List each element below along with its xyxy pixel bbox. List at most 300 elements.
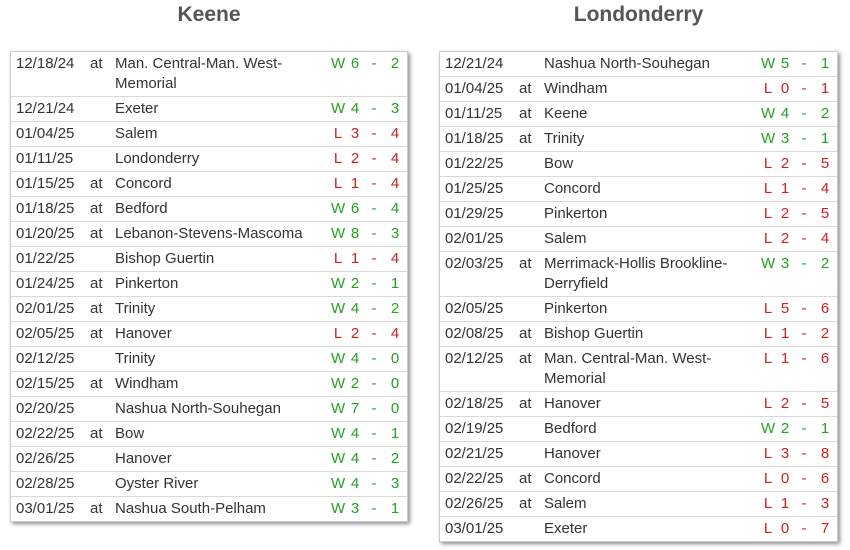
- result-letter: W: [331, 300, 346, 317]
- result-letter: W: [331, 425, 346, 442]
- opponent-name: Man. Central-Man. West-Memorial: [115, 55, 283, 92]
- game-result: [331, 199, 407, 219]
- opponent-name: Windham: [544, 80, 608, 97]
- game-result: [331, 224, 407, 244]
- opponent-score: 1: [390, 425, 400, 442]
- result-letter: W: [331, 350, 346, 367]
- table-row: [440, 102, 837, 127]
- opponent-name: Lebanon-Stevens-Mascoma: [115, 225, 303, 242]
- away-indicator: at: [519, 130, 532, 147]
- table-row: [440, 417, 837, 442]
- result-letter: L: [763, 350, 773, 367]
- game-result: [331, 424, 407, 444]
- game-date: 01/18/25: [16, 200, 75, 217]
- game-result: [761, 494, 837, 514]
- table-row: [440, 442, 837, 467]
- opponent-score: 2: [390, 55, 400, 72]
- table-row: [11, 97, 407, 122]
- opponent-score: 3: [390, 225, 400, 242]
- table-row: [440, 347, 837, 392]
- opponent-name: Trinity: [115, 350, 156, 367]
- away-indicator: at: [519, 105, 532, 122]
- game-date: 02/18/25: [445, 395, 504, 412]
- result-letter: W: [331, 500, 346, 517]
- team-score: 3: [780, 255, 790, 272]
- opponent-name: Bow: [115, 425, 145, 442]
- game-result: [331, 499, 407, 519]
- score-dash: -: [801, 105, 807, 122]
- game-result: [761, 129, 837, 149]
- table-row: [440, 152, 837, 177]
- table-row: [11, 422, 407, 447]
- game-date: 01/04/25: [16, 125, 75, 142]
- game-result: [761, 324, 837, 344]
- opponent-score: 0: [390, 400, 400, 417]
- team-score: 2: [780, 395, 790, 412]
- team-title: Keene: [177, 3, 241, 26]
- score-dash: -: [801, 445, 807, 462]
- game-date: 02/21/25: [445, 445, 504, 462]
- away-indicator: at: [519, 470, 532, 487]
- opponent-score: 3: [820, 495, 830, 512]
- opponent-score: 2: [820, 105, 830, 122]
- game-date: 02/12/25: [16, 350, 75, 367]
- score-dash: -: [371, 250, 377, 267]
- score-dash: -: [801, 300, 807, 317]
- game-result: [331, 149, 407, 169]
- score-dash: -: [371, 300, 377, 317]
- opponent-name: Keene: [544, 105, 588, 122]
- result-letter: L: [763, 445, 773, 462]
- result-letter: W: [761, 130, 776, 147]
- score-dash: -: [371, 150, 377, 167]
- opponent-name: Bedford: [115, 200, 168, 217]
- away-indicator: at: [519, 350, 532, 367]
- team-score: 5: [780, 55, 790, 72]
- team-score: 3: [780, 130, 790, 147]
- game-date: 02/12/25: [445, 350, 504, 367]
- game-date: 02/22/25: [445, 470, 504, 487]
- game-result: [331, 474, 407, 494]
- game-date: 01/22/25: [445, 155, 504, 172]
- game-result: [331, 174, 407, 194]
- team-score: 1: [350, 250, 360, 267]
- opponent-name: Bishop Guertin: [544, 325, 644, 342]
- team-title: Londonderry: [573, 3, 704, 26]
- opponent-score: 4: [390, 250, 400, 267]
- away-indicator: at: [90, 225, 103, 242]
- opponent-score: 4: [390, 325, 400, 342]
- game-date: 02/05/25: [16, 325, 75, 342]
- result-letter: L: [763, 80, 773, 97]
- team-score: 1: [780, 495, 790, 512]
- table-row: [11, 347, 407, 372]
- opponent-score: 2: [390, 450, 400, 467]
- team-score: 5: [780, 300, 790, 317]
- game-date: 01/22/25: [16, 250, 75, 267]
- opponent-score: 5: [820, 205, 830, 222]
- result-letter: L: [333, 150, 343, 167]
- schedule-table: [439, 51, 838, 542]
- result-letter: L: [333, 325, 343, 342]
- opponent-score: 4: [390, 150, 400, 167]
- opponent-score: 4: [390, 200, 400, 217]
- opponent-score: 5: [820, 155, 830, 172]
- team-score: 1: [780, 325, 790, 342]
- score-dash: -: [371, 100, 377, 117]
- game-date: 12/18/24: [16, 55, 75, 72]
- result-letter: L: [333, 250, 343, 267]
- result-letter: L: [763, 180, 773, 197]
- score-dash: -: [801, 325, 807, 342]
- table-row: [440, 322, 837, 347]
- score-dash: -: [371, 450, 377, 467]
- opponent-name: Hanover: [544, 395, 601, 412]
- opponent-name: Pinkerton: [115, 275, 179, 292]
- score-dash: -: [371, 175, 377, 192]
- game-date: 02/03/25: [445, 255, 504, 272]
- game-result: [331, 449, 407, 469]
- table-row: [11, 197, 407, 222]
- score-dash: -: [801, 180, 807, 197]
- table-row: [11, 372, 407, 397]
- opponent-name: Pinkerton: [544, 300, 608, 317]
- table-row: [11, 122, 407, 147]
- opponent-score: 0: [390, 375, 400, 392]
- team-score: 4: [350, 450, 360, 467]
- score-dash: -: [801, 130, 807, 147]
- away-indicator: at: [90, 425, 103, 442]
- game-result: [331, 249, 407, 269]
- opponent-score: 1: [390, 500, 400, 517]
- result-letter: W: [331, 100, 346, 117]
- opponent-name: Merrimack-Hollis Brookline-Derryfield: [544, 255, 728, 292]
- game-date: 01/15/25: [16, 175, 75, 192]
- team-score: 4: [350, 300, 360, 317]
- result-letter: W: [331, 450, 346, 467]
- game-result: [761, 104, 837, 124]
- result-letter: W: [761, 255, 776, 272]
- game-date: 02/26/25: [445, 495, 504, 512]
- away-indicator: at: [90, 375, 103, 392]
- opponent-score: 3: [390, 100, 400, 117]
- game-result: [761, 54, 837, 74]
- away-indicator: at: [90, 300, 103, 317]
- opponent-name: Londonderry: [115, 150, 200, 167]
- game-date: 01/24/25: [16, 275, 75, 292]
- away-indicator: at: [90, 200, 103, 217]
- score-dash: -: [371, 275, 377, 292]
- game-result: [331, 99, 407, 119]
- team-score: 4: [350, 475, 360, 492]
- result-letter: L: [763, 300, 773, 317]
- game-date: 03/01/25: [16, 500, 75, 517]
- game-result: [761, 394, 837, 414]
- opponent-name: Oyster River: [115, 475, 199, 492]
- game-date: 02/01/25: [16, 300, 75, 317]
- result-letter: L: [763, 495, 773, 512]
- game-result: [761, 204, 837, 224]
- opponent-score: 2: [390, 300, 400, 317]
- game-result: [761, 229, 837, 249]
- opponent-score: 4: [820, 180, 830, 197]
- game-date: 02/28/25: [16, 475, 75, 492]
- opponent-name: Bishop Guertin: [115, 250, 215, 267]
- score-dash: -: [801, 495, 807, 512]
- game-date: 01/18/25: [445, 130, 504, 147]
- game-date: 01/11/25: [16, 150, 74, 167]
- team-score: 1: [780, 350, 790, 367]
- opponent-name: Hanover: [544, 445, 601, 462]
- table-row: [440, 202, 837, 227]
- away-indicator: at: [90, 325, 103, 342]
- away-indicator: at: [90, 175, 103, 192]
- game-result: [761, 444, 837, 464]
- game-date: 02/01/25: [445, 230, 504, 247]
- opponent-name: Hanover: [115, 325, 172, 342]
- opponent-score: 0: [390, 350, 400, 367]
- opponent-name: Hanover: [115, 450, 172, 467]
- score-dash: -: [801, 205, 807, 222]
- score-dash: -: [371, 200, 377, 217]
- score-dash: -: [801, 470, 807, 487]
- away-indicator: at: [90, 500, 103, 517]
- game-result: [331, 124, 407, 144]
- team-schedule-londonderry: [439, 0, 838, 537]
- game-date: 01/29/25: [445, 205, 504, 222]
- opponent-score: 2: [820, 255, 830, 272]
- team-score: 8: [350, 225, 360, 242]
- game-result: [331, 274, 407, 294]
- game-date: 12/21/24: [16, 100, 75, 117]
- game-date: 02/19/25: [445, 420, 504, 437]
- score-dash: -: [371, 55, 377, 72]
- game-result: [761, 79, 837, 99]
- table-row: [11, 52, 407, 97]
- opponent-score: 1: [820, 130, 830, 147]
- score-dash: -: [371, 125, 377, 142]
- team-score: 3: [780, 445, 790, 462]
- result-letter: W: [331, 475, 346, 492]
- team-score: 0: [780, 520, 790, 537]
- opponent-score: 1: [820, 80, 830, 97]
- opponent-name: Nashua North-Souhegan: [115, 400, 281, 417]
- table-row: [440, 52, 837, 77]
- team-score: 2: [350, 375, 360, 392]
- result-letter: W: [761, 420, 776, 437]
- team-score: 2: [780, 230, 790, 247]
- result-letter: L: [333, 175, 343, 192]
- table-row: [11, 147, 407, 172]
- team-score: 3: [350, 500, 360, 517]
- table-row: [440, 252, 837, 297]
- game-result: [761, 349, 837, 369]
- opponent-score: 6: [820, 300, 830, 317]
- game-result: [761, 179, 837, 199]
- opponent-name: Bow: [544, 155, 574, 172]
- team-score: 4: [350, 425, 360, 442]
- result-letter: W: [331, 400, 346, 417]
- game-date: 02/26/25: [16, 450, 75, 467]
- result-letter: W: [761, 105, 776, 122]
- game-date: 01/25/25: [445, 180, 504, 197]
- game-result: [761, 154, 837, 174]
- game-date: 01/20/25: [16, 225, 75, 242]
- team-score: 7: [350, 400, 360, 417]
- table-row: [440, 517, 837, 541]
- score-dash: -: [371, 425, 377, 442]
- opponent-name: Salem: [544, 495, 587, 512]
- table-row: [11, 322, 407, 347]
- opponent-score: 7: [820, 520, 830, 537]
- game-result: [761, 469, 837, 489]
- score-dash: -: [801, 230, 807, 247]
- team-score: 2: [780, 420, 790, 437]
- result-letter: L: [333, 125, 343, 142]
- team-score: 2: [780, 155, 790, 172]
- game-date: 02/08/25: [445, 325, 504, 342]
- game-result: [761, 519, 837, 539]
- game-date: 03/01/25: [445, 520, 504, 537]
- opponent-name: Concord: [544, 180, 601, 197]
- game-result: [761, 254, 837, 274]
- opponent-name: Bedford: [544, 420, 597, 437]
- game-result: [331, 349, 407, 369]
- opponent-score: 4: [820, 230, 830, 247]
- table-row: [11, 497, 407, 521]
- game-date: 02/15/25: [16, 375, 75, 392]
- opponent-name: Trinity: [115, 300, 156, 317]
- team-score: 3: [350, 125, 360, 142]
- team-score: 6: [350, 200, 360, 217]
- team-score: 1: [350, 175, 360, 192]
- table-row: [11, 172, 407, 197]
- result-letter: W: [331, 55, 346, 72]
- opponent-score: 8: [820, 445, 830, 462]
- opponent-score: 6: [820, 350, 830, 367]
- opponent-name: Salem: [115, 125, 158, 142]
- result-letter: L: [763, 325, 773, 342]
- result-letter: L: [763, 230, 773, 247]
- score-dash: -: [801, 255, 807, 272]
- table-row: [11, 272, 407, 297]
- result-letter: W: [761, 55, 776, 72]
- table-row: [440, 227, 837, 252]
- result-letter: W: [331, 200, 346, 217]
- table-row: [11, 397, 407, 422]
- game-date: 02/05/25: [445, 300, 504, 317]
- game-result: [331, 54, 407, 74]
- game-result: [761, 299, 837, 319]
- opponent-score: 1: [820, 420, 830, 437]
- opponent-name: Exeter: [115, 100, 159, 117]
- opponent-score: 1: [820, 55, 830, 72]
- score-dash: -: [371, 375, 377, 392]
- score-dash: -: [801, 350, 807, 367]
- table-row: [440, 392, 837, 417]
- score-dash: -: [801, 520, 807, 537]
- away-indicator: at: [519, 495, 532, 512]
- team-score: 4: [780, 105, 790, 122]
- result-letter: L: [763, 205, 773, 222]
- opponent-score: 3: [390, 475, 400, 492]
- game-result: [331, 374, 407, 394]
- game-date: 01/11/25: [445, 105, 503, 122]
- table-row: [440, 177, 837, 202]
- table-row: [440, 467, 837, 492]
- score-dash: -: [371, 500, 377, 517]
- opponent-score: 6: [820, 470, 830, 487]
- score-dash: -: [371, 475, 377, 492]
- opponent-score: 5: [820, 395, 830, 412]
- away-indicator: at: [519, 325, 532, 342]
- opponent-score: 2: [820, 325, 830, 342]
- team-score: 2: [780, 205, 790, 222]
- opponent-name: Salem: [544, 230, 587, 247]
- away-indicator: at: [519, 255, 532, 272]
- game-date: 02/20/25: [16, 400, 75, 417]
- table-row: [11, 297, 407, 322]
- team-score: 6: [350, 55, 360, 72]
- score-dash: -: [801, 55, 807, 72]
- opponent-name: Man. Central-Man. West-Memorial: [544, 350, 712, 387]
- opponent-score: 4: [390, 175, 400, 192]
- score-dash: -: [801, 395, 807, 412]
- away-indicator: at: [90, 55, 103, 72]
- team-score: 2: [350, 150, 360, 167]
- opponent-name: Exeter: [544, 520, 588, 537]
- result-letter: L: [763, 470, 773, 487]
- table-row: [440, 297, 837, 322]
- team-schedule-keene: [10, 0, 408, 517]
- team-score: 1: [780, 180, 790, 197]
- team-score: 2: [350, 275, 360, 292]
- result-letter: L: [763, 395, 773, 412]
- score-dash: -: [801, 420, 807, 437]
- table-row: [11, 222, 407, 247]
- opponent-name: Trinity: [544, 130, 585, 147]
- score-dash: -: [801, 80, 807, 97]
- score-dash: -: [371, 400, 377, 417]
- game-result: [331, 324, 407, 344]
- opponent-score: 4: [390, 125, 400, 142]
- team-score: 4: [350, 100, 360, 117]
- opponent-name: Nashua North-Souhegan: [544, 55, 710, 72]
- score-dash: -: [371, 325, 377, 342]
- game-result: [331, 299, 407, 319]
- game-date: 01/04/25: [445, 80, 504, 97]
- game-date: 02/22/25: [16, 425, 75, 442]
- score-dash: -: [371, 225, 377, 242]
- result-letter: L: [763, 155, 773, 172]
- away-indicator: at: [519, 395, 532, 412]
- result-letter: W: [331, 275, 346, 292]
- table-row: [440, 127, 837, 152]
- result-letter: L: [763, 520, 773, 537]
- opponent-name: Windham: [115, 375, 179, 392]
- team-score: 4: [350, 350, 360, 367]
- opponent-score: 1: [390, 275, 400, 292]
- team-score: 0: [780, 470, 790, 487]
- result-letter: W: [331, 375, 346, 392]
- opponent-name: Concord: [115, 175, 172, 192]
- table-row: [11, 247, 407, 272]
- opponent-name: Pinkerton: [544, 205, 608, 222]
- away-indicator: at: [90, 275, 103, 292]
- schedule-table: [10, 51, 408, 522]
- score-dash: -: [801, 155, 807, 172]
- opponent-name: Concord: [544, 470, 601, 487]
